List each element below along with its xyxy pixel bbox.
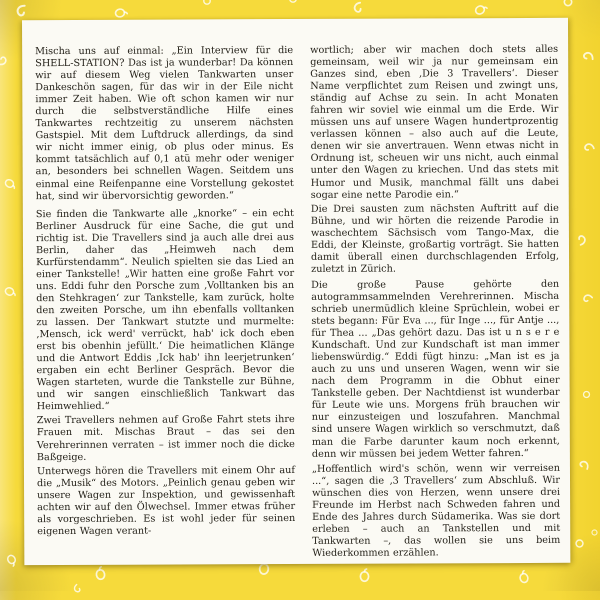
- hook-doodle-icon: [578, 137, 598, 157]
- ring-doodle-icon: [200, 0, 214, 8]
- magazine-page: [22, 18, 570, 565]
- paragraph: Unterwegs hören die Travellers mit einem Ohr auf die „Musik“ des Motors. „Peinlich genau geben wir unsere Wagen zur Inspektion, und gewissenhaft achten wir auf den Ölwechsel. Immer etwas früher als vorgeschrieben. Es ist wohl jeder für seinen eigenen Wagen verant-: [36, 464, 296, 537]
- paragraph: wortlich; aber wir machen doch stets alles gemeinsam, weil wir ja nur gemeinsam ein Ganzes sind, eben ‚Die 3 Travellers‘. Dieser Name verpflichtet zum Reisen und zwingt uns, ständig auf Achse zu sein. In acht Monaten fahren wir soviel wie einmal um die Erde. Wir müssen uns auf unsere Wagen hundertprozentig verlassen können – also auch auf die Leute, denen wir sie anvertrauen. Wenn etwas nicht in Ordnung ist, scheuen wir uns nicht, auch einmal unter den Wagen zu kriechen. Und das stets mit Humor und Musik, manchmal fällt uns dabei sogar eine nette Parodie ein.“: [310, 43, 559, 201]
- drop-doodle-icon: [0, 173, 20, 193]
- hook-doodle-icon: [575, 287, 597, 309]
- ring-doodle-icon: [572, 536, 587, 551]
- hook-doodle-icon: [0, 50, 14, 71]
- drop-doodle-icon: [91, 565, 111, 585]
- paragraph: Mischa uns auf einmal: „Ein Interview für die SHELL-STATION? Das ist ja wunderbar! Da können wir auf diesem Weg vielen Tankwarten unser Dankeschön sagen, für das wir in der Eile nicht immer Zeit haben. Wie oft schon kamen wir nur durch die selbstverständliche Hilfe eines Tankwartes rechtzeitig zu unserem nächsten Gastspiel. Mit dem Luftdruck allerdings, da sind wir nicht immer einig, ob plus oder minus. Es kommt tatsächlich auf 0,1 atü mehr oder weniger an, besonders bei schnellen Wagen. Seitdem uns einmal eine Reifenpanne eine Vorstellung gekostet hat, sind wir übervorsichtig geworden.“: [35, 45, 294, 202]
- paragraph: Sie finden die Tankwarte alle „knorke“ – ein echt Berliner Ausdruck für eine Sache, die gut und richtig ist. Die Travellers sind ja auch alle drei aus Berlin, daher das „Heimweh nach dem Kurfürstendamm“. Neulich spielten sie das Lied an einer Tankstelle! „Wir hatten eine große Fahrt vor uns. Eddi fuhr den Porsche zum ‚Volltanken bis an den Stehkragen‘ zur Tankstelle, kam zurück, holte den zweiten Porsche, um ihn ebenfalls volltanken zu lassen. Der Tankwart stutzte und murmelte: ‚Mensch, ick werd' verrückt, hab' ick doch eben erst bis obenhin jefüllt.‘ Die heimatlichen Klänge und die Antwort Eddis ‚Ick hab' ihn leerjetrunken‘ ergaben ein echt Berliner Gespräch. Bevor die Wagen starteten, wurde die Tankstelle zur Bühne, und wir sangen einschließlich Tankwart das Heimwehlied.“: [35, 207, 295, 413]
- paragraph: Die große Pause gehörte den autogrammsammelnden Verehrerinnen. Mischa schrieb unermüdlich kleine Sprüchlein, wobei er stets begann: Für Eva ..., für Inge ..., für Antje ..., für Thea ... „Das gehört dazu. Das ist u n s e r e Kundschaft. Und zur Kundschaft ist man immer liebenswürdig.“ Eddi fügt hinzu: „Man ist es ja auch zu uns und unseren Wagen, wenn wir sie nach dem Programm in die Obhut einer Tankstelle geben. Der Nachtdienst ist wunderbar für Leute wie uns. Morgens früh brauchen wir nur einzusteigen und loszufahren. Manchmal sind unsere Wagen wirklich so verschmutzt, daß man die Farbe darunter kaum noch erkennt, denn wir müssen bei jedem Wetter fahren.“: [311, 278, 560, 460]
- ring-doodle-icon: [580, 388, 593, 401]
- drop-doodle-icon: [356, 568, 373, 585]
- drop-doodle-icon: [514, 568, 534, 588]
- page-text-area: [22, 18, 570, 561]
- ring-doodle-icon: [286, 0, 300, 6]
- hook-doodle-icon: [67, 580, 86, 599]
- drop-doodle-icon: [1, 549, 21, 569]
- hook-doodle-icon: [572, 452, 595, 475]
- paragraph: Zwei Travellers nehmen auf Große Fahrt stets ihre Frauen mit. Mischas Braut – das sei den Verehrerinnen verraten – ist immer noch die dicke Baßgeige.: [36, 414, 295, 463]
- paragraph: Die Drei sausten zum nächsten Auftritt auf die Bühne, und wir hörten die reizende Parodie in waschechtem Sächsisch vom Tango-Max, die Eddi, der Kleinste, großartig vorträgt. Sie hatten damit überall einen durchschlagenden Erfolg, zuletzt in Zürich.: [310, 202, 560, 275]
- ring-doodle-icon: [589, 527, 600, 538]
- text-column-right: [310, 44, 560, 560]
- ring-doodle-icon: [560, 0, 576, 10]
- hook-doodle-icon: [348, 0, 366, 18]
- hook-doodle-icon: [577, 45, 598, 66]
- drop-doodle-icon: [0, 282, 19, 301]
- hook-doodle-icon: [573, 229, 593, 249]
- paragraph: „Hoffentlich wird's schön, wenn wir verreisen ...“, sagen die ‚3 Travellers‘ zum Abschluß. Wir wünschen dies von Herzen, wenn unsere drei Freunde im Herbst nach Schweden fahren und Ende des Jahres durch Südamerika. Was sie dort erleben – auch an Tankstellen und mit Tankwarten –, das wollen sie uns beim Wiederkommen erzählen.: [311, 462, 561, 559]
- text-column-left: [35, 45, 295, 561]
